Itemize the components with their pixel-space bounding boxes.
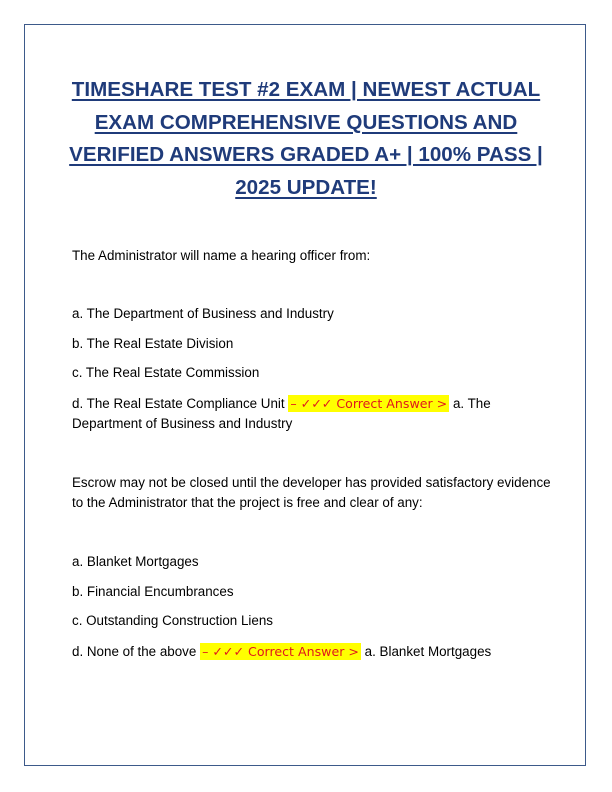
question-2-option-d: d. None of the above <box>72 644 197 659</box>
question-1-option-d: d. The Real Estate Compliance Unit <box>72 396 285 411</box>
question-2-option-d-answer <box>72 642 552 662</box>
question-1-prompt: The Administrator will name a hearing officer from: <box>72 248 371 263</box>
document-title: TIMESHARE TEST #2 EXAM | NEWEST ACTUAL EXAM COMPREHENSIVE QUESTIONS AND VERIFIED ANSWERS GRADED A+ | 100% PASS | 2025 UPDATE! <box>69 78 543 199</box>
question-2-option-a: a. Blanket Mortgages <box>72 554 199 569</box>
question-2-option-b: b. Financial Encumbrances <box>72 584 234 599</box>
question-1-option-d-answer <box>72 394 552 434</box>
correct-answer-marker: – ✓✓✓ Correct Answer > <box>290 396 448 411</box>
question-2-answer: a. Blanket Mortgages <box>364 644 492 659</box>
question-1-option-c: c. The Real Estate Commission <box>72 365 260 380</box>
question-2-prompt: Escrow may not be closed until the developer has provided satisfactory evidence to the Administrator that the project is free and clear of any: <box>72 475 551 510</box>
question-1-option-b: b. The Real Estate Division <box>72 336 234 351</box>
correct-answer-marker: – ✓✓✓ Correct Answer > <box>202 644 359 659</box>
question-2-option-c: c. Outstanding Construction Liens <box>72 613 273 628</box>
question-1-answer: a. The Department of Business and Industry <box>72 396 491 431</box>
question-1-option-a: a. The Department of Business and Industry <box>72 306 334 321</box>
